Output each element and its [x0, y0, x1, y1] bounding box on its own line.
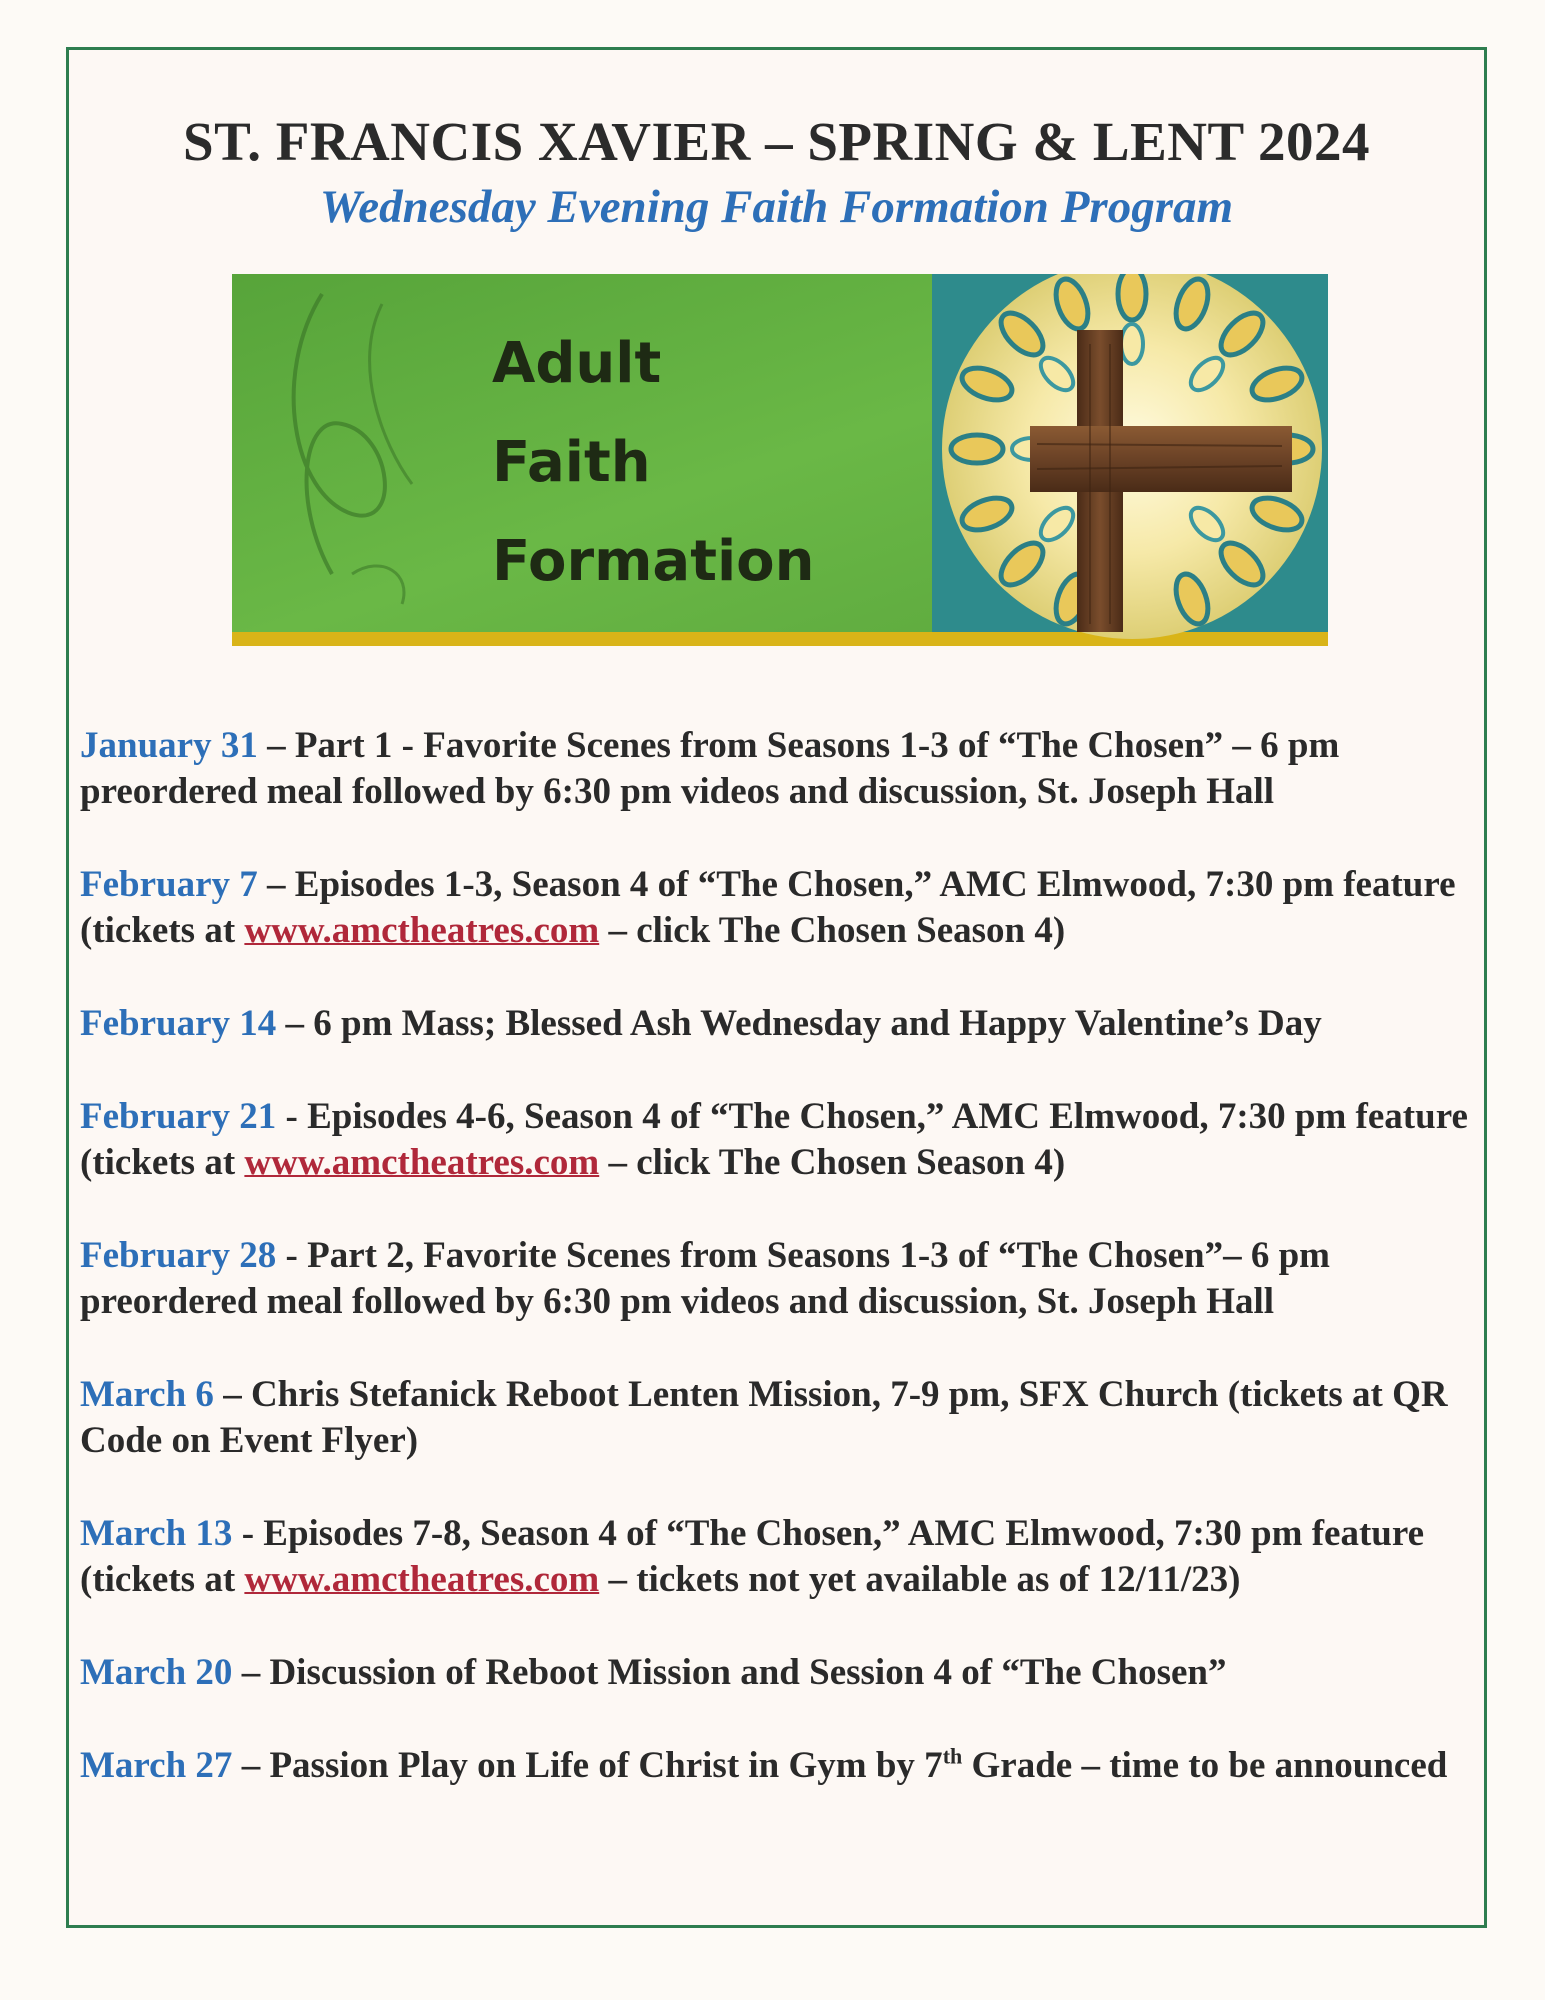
banner-line-adult: Adult [492, 331, 662, 396]
event-date: February 14 [80, 1003, 277, 1044]
flyer-frame [66, 47, 1487, 1928]
event-description: - Part 2, Favorite Scenes from Seasons 1-3 of “The Chosen”– 6 pm preordered meal followed by 6:30 pm videos and discussion, St. Joseph Hall [80, 1235, 1331, 1322]
event-description: – 6 pm Mass; Blessed Ash Wednesday and Happy Valentine’s Day [276, 1003, 1322, 1044]
event-date: March 6 [80, 1374, 214, 1415]
event-jan-31 [80, 723, 1475, 815]
event-date: March 27 [80, 1745, 233, 1786]
event-date: March 13 [80, 1513, 233, 1554]
event-date: February 7 [80, 864, 258, 905]
banner-line-faith: Faith [492, 430, 651, 495]
event-description: – Discussion of Reboot Mission and Session 4 of “The Chosen” [232, 1652, 1227, 1693]
event-feb-14 [80, 1001, 1475, 1047]
event-description: - Episodes 4-6, Season 4 of “The Chosen,” AMC Elmwood, 7:30 pm feature (tickets at [80, 1096, 1468, 1183]
event-date: January 31 [80, 725, 258, 766]
banner-line-formation: Formation [492, 529, 815, 594]
amc-tickets-link[interactable]: www.amctheatres.com [244, 1142, 600, 1183]
event-description: - Episodes 7-8, Season 4 of “The Chosen,” AMC Elmwood, 7:30 pm feature (tickets at [80, 1513, 1425, 1600]
event-list [80, 723, 1475, 1836]
event-description: – Passion Play on Life of Christ in Gym by 7 [232, 1745, 943, 1786]
event-mar-13 [80, 1511, 1475, 1603]
event-description: – Episodes 1-3, Season 4 of “The Chosen,” AMC Elmwood, 7:30 pm feature (tickets at [80, 864, 1456, 951]
event-date: February 28 [80, 1235, 277, 1276]
event-description-end: – click The Chosen Season 4) [599, 1142, 1066, 1183]
event-date: February 21 [80, 1096, 277, 1137]
page-title: ST. FRANCIS XAVIER – SPRING & LENT 2024 [183, 111, 1370, 172]
event-feb-7 [80, 862, 1475, 954]
amc-tickets-link[interactable]: www.amctheatres.com [244, 910, 600, 951]
ordinal-suffix: th [942, 1743, 963, 1769]
page-subtitle: Wednesday Evening Faith Formation Program [319, 181, 1234, 233]
event-mar-6 [80, 1372, 1475, 1464]
amc-tickets-link[interactable]: www.amctheatres.com [244, 1559, 600, 1600]
event-description: – Part 1 - Favorite Scenes from Seasons 1-3 of “The Chosen” – 6 pm preordered meal followed by 6:30 pm videos and discussion, St. Joseph Hall [80, 725, 1340, 812]
event-mar-27 [80, 1743, 1475, 1789]
cross-horizontal-beam [1030, 426, 1292, 492]
event-description-end: – click The Chosen Season 4) [599, 910, 1066, 951]
event-date: March 20 [80, 1652, 233, 1693]
event-description-end: Grade – time to be announced [962, 1745, 1448, 1786]
event-description: – Chris Stefanick Reboot Lenten Mission, 7-9 pm, SFX Church (tickets at QR Code on Event Flyer) [80, 1374, 1448, 1461]
adult-faith-formation-banner [232, 274, 1328, 646]
event-description-end: – tickets not yet available as of 12/11/23) [599, 1559, 1241, 1600]
event-feb-21 [80, 1094, 1475, 1186]
banner-text [492, 314, 815, 611]
event-mar-20 [80, 1650, 1475, 1696]
event-feb-28 [80, 1233, 1475, 1325]
